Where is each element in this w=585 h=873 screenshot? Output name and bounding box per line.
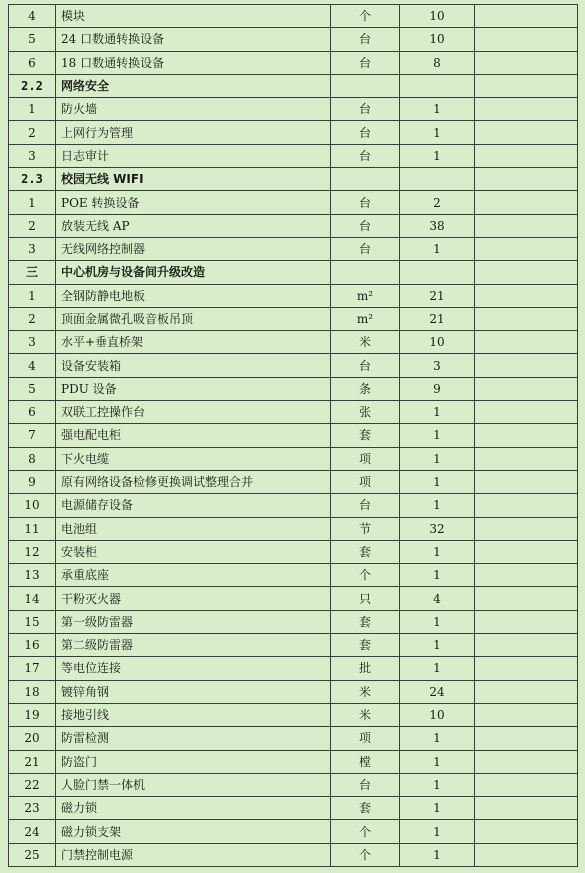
unit-cell: 套 [331,424,400,447]
row-number-cell: 6 [9,51,56,74]
item-name-cell: 电源储存设备 [56,494,331,517]
item-name-cell: 设备安装箱 [56,354,331,377]
item-name-cell: 安装柜 [56,540,331,563]
item-name-cell: 强电配电柜 [56,424,331,447]
remarks-cell [475,98,578,121]
row-number-cell: 2 [9,214,56,237]
item-name-cell: 承重底座 [56,564,331,587]
quantity-cell: 1 [400,727,475,750]
quantity-cell: 1 [400,820,475,843]
table-row [9,587,578,610]
remarks-cell [475,820,578,843]
table-row [9,494,578,517]
unit-cell: 套 [331,540,400,563]
table-row [9,540,578,563]
unit-cell: 台 [331,354,400,377]
section-header-row [9,168,578,191]
row-number-cell: 2 [9,121,56,144]
remarks-cell [475,680,578,703]
item-name-cell: 无线网络控制器 [56,237,331,260]
table-row [9,797,578,820]
unit-cell: 台 [331,494,400,517]
remarks-cell [475,727,578,750]
unit-cell: 个 [331,564,400,587]
unit-cell: 米 [331,331,400,354]
remarks-cell [475,261,578,284]
unit-cell [331,261,400,284]
quantity-cell: 10 [400,703,475,726]
remarks-cell [475,401,578,424]
quantity-cell: 2 [400,191,475,214]
remarks-cell [475,634,578,657]
table-row [9,377,578,400]
row-number-cell: 2 [9,307,56,330]
remarks-cell [475,144,578,167]
row-number-cell: 三 [9,261,56,284]
quantity-cell [400,168,475,191]
row-number-cell: 20 [9,727,56,750]
remarks-cell [475,797,578,820]
row-number-cell: 22 [9,773,56,796]
section-header-row [9,74,578,97]
remarks-cell [475,5,578,28]
quantity-cell: 1 [400,144,475,167]
row-number-cell: 4 [9,5,56,28]
row-number-cell: 3 [9,331,56,354]
unit-cell: 项 [331,727,400,750]
item-name-cell: 磁力锁 [56,797,331,820]
unit-cell: 项 [331,447,400,470]
table-row [9,191,578,214]
remarks-cell [475,610,578,633]
item-name-cell: 接地引线 [56,703,331,726]
quantity-cell: 24 [400,680,475,703]
row-number-cell: 3 [9,144,56,167]
table-row [9,237,578,260]
unit-cell: 个 [331,5,400,28]
equipment-list-table [8,4,578,867]
quantity-cell: 1 [400,797,475,820]
item-name-cell: 等电位连接 [56,657,331,680]
quantity-cell: 1 [400,121,475,144]
table-row [9,820,578,843]
remarks-cell [475,657,578,680]
item-name-cell: POE 转换设备 [56,191,331,214]
remarks-cell [475,28,578,51]
quantity-cell: 1 [400,540,475,563]
unit-cell: 台 [331,773,400,796]
item-name-cell: 防雷检测 [56,727,331,750]
row-number-cell: 1 [9,284,56,307]
unit-cell: 项 [331,470,400,493]
quantity-cell: 4 [400,587,475,610]
remarks-cell [475,564,578,587]
item-name-cell: 中心机房与设备间升级改造 [56,261,331,284]
quantity-cell: 38 [400,214,475,237]
unit-cell: 台 [331,121,400,144]
remarks-cell [475,307,578,330]
quantity-cell: 9 [400,377,475,400]
table-row [9,307,578,330]
item-name-cell: 双联工控操作台 [56,401,331,424]
item-name-cell: PDU 设备 [56,377,331,400]
table-row [9,214,578,237]
table-body [9,5,578,867]
quantity-cell: 1 [400,773,475,796]
row-number-cell: 23 [9,797,56,820]
row-number-cell: 1 [9,191,56,214]
item-name-cell: 全钢防静电地板 [56,284,331,307]
quantity-cell: 10 [400,331,475,354]
table-row [9,144,578,167]
unit-cell: 个 [331,820,400,843]
quantity-cell: 21 [400,284,475,307]
unit-cell: 套 [331,797,400,820]
quantity-cell: 1 [400,237,475,260]
row-number-cell: 24 [9,820,56,843]
unit-cell: 台 [331,28,400,51]
row-number-cell: 7 [9,424,56,447]
row-number-cell: 13 [9,564,56,587]
item-name-cell: 校园无线 WIFI [56,168,331,191]
remarks-cell [475,587,578,610]
unit-cell: 套 [331,634,400,657]
item-name-cell: 模块 [56,5,331,28]
item-name-cell: 门禁控制电源 [56,843,331,866]
section-header-row [9,261,578,284]
remarks-cell [475,214,578,237]
row-number-cell: 21 [9,750,56,773]
remarks-cell [475,447,578,470]
table-row [9,657,578,680]
row-number-cell: 5 [9,377,56,400]
row-number-cell: 6 [9,401,56,424]
remarks-cell [475,284,578,307]
item-name-cell: 顶面金属微孔吸音板吊顶 [56,307,331,330]
quantity-cell: 1 [400,424,475,447]
unit-cell: 米 [331,680,400,703]
item-name-cell: 下火电缆 [56,447,331,470]
item-name-cell: 防盗门 [56,750,331,773]
unit-cell: 只 [331,587,400,610]
row-number-cell: 2.2 [9,74,56,97]
unit-cell: 套 [331,610,400,633]
remarks-cell [475,424,578,447]
remarks-cell [475,237,578,260]
quantity-cell: 1 [400,470,475,493]
quantity-cell: 1 [400,447,475,470]
table-row [9,750,578,773]
remarks-cell [475,354,578,377]
row-number-cell: 16 [9,634,56,657]
row-number-cell: 19 [9,703,56,726]
remarks-cell [475,703,578,726]
row-number-cell: 12 [9,540,56,563]
quantity-cell: 1 [400,494,475,517]
unit-cell: m² [331,307,400,330]
unit-cell: 米 [331,703,400,726]
item-name-cell: 网络安全 [56,74,331,97]
table-row [9,354,578,377]
remarks-cell [475,331,578,354]
quantity-cell [400,74,475,97]
item-name-cell: 18 口数通转换设备 [56,51,331,74]
row-number-cell: 9 [9,470,56,493]
quantity-cell: 1 [400,750,475,773]
row-number-cell: 1 [9,98,56,121]
item-name-cell: 磁力锁支架 [56,820,331,843]
remarks-cell [475,377,578,400]
row-number-cell: 18 [9,680,56,703]
quantity-cell [400,261,475,284]
table-row [9,680,578,703]
unit-cell: 批 [331,657,400,680]
item-name-cell: 防火墙 [56,98,331,121]
quantity-cell: 10 [400,5,475,28]
row-number-cell: 8 [9,447,56,470]
remarks-cell [475,843,578,866]
row-number-cell: 3 [9,237,56,260]
unit-cell: 张 [331,401,400,424]
row-number-cell: 4 [9,354,56,377]
row-number-cell: 17 [9,657,56,680]
unit-cell [331,168,400,191]
remarks-cell [475,168,578,191]
table-row [9,703,578,726]
unit-cell: 台 [331,144,400,167]
remarks-cell [475,517,578,540]
quantity-cell: 1 [400,610,475,633]
item-name-cell: 放装无线 AP [56,214,331,237]
unit-cell: 台 [331,98,400,121]
table-row [9,447,578,470]
table-row [9,331,578,354]
remarks-cell [475,494,578,517]
unit-cell: 樘 [331,750,400,773]
table-row [9,773,578,796]
unit-cell: 台 [331,191,400,214]
row-number-cell: 25 [9,843,56,866]
unit-cell [331,74,400,97]
table-row [9,284,578,307]
table-row [9,51,578,74]
quantity-cell: 21 [400,307,475,330]
remarks-cell [475,121,578,144]
row-number-cell: 15 [9,610,56,633]
table-row [9,470,578,493]
item-name-cell: 日志审计 [56,144,331,167]
remarks-cell [475,51,578,74]
table-row [9,634,578,657]
quantity-cell: 1 [400,634,475,657]
table-row [9,610,578,633]
item-name-cell: 24 口数通转换设备 [56,28,331,51]
item-name-cell: 人脸门禁一体机 [56,773,331,796]
quantity-cell: 1 [400,564,475,587]
row-number-cell: 2.3 [9,168,56,191]
item-name-cell: 电池组 [56,517,331,540]
unit-cell: 条 [331,377,400,400]
remarks-cell [475,773,578,796]
quantity-cell: 1 [400,657,475,680]
quantity-cell: 3 [400,354,475,377]
table-row [9,28,578,51]
remarks-cell [475,540,578,563]
table-row [9,843,578,866]
item-name-cell: 干粉灭火器 [56,587,331,610]
unit-cell: 台 [331,214,400,237]
table-row [9,727,578,750]
item-name-cell: 水平+垂直桥架 [56,331,331,354]
table-row [9,121,578,144]
quantity-cell: 1 [400,843,475,866]
quantity-cell: 1 [400,401,475,424]
quantity-cell: 1 [400,98,475,121]
item-name-cell: 第一级防雷器 [56,610,331,633]
table-row [9,5,578,28]
row-number-cell: 11 [9,517,56,540]
item-name-cell: 镀锌角钢 [56,680,331,703]
quantity-cell: 10 [400,28,475,51]
item-name-cell: 第二级防雷器 [56,634,331,657]
table-row [9,98,578,121]
table-row [9,564,578,587]
row-number-cell: 14 [9,587,56,610]
quantity-cell: 32 [400,517,475,540]
unit-cell: 台 [331,237,400,260]
remarks-cell [475,74,578,97]
table-row [9,424,578,447]
table-row [9,517,578,540]
table-row [9,401,578,424]
row-number-cell: 5 [9,28,56,51]
unit-cell: 节 [331,517,400,540]
quantity-cell: 8 [400,51,475,74]
item-name-cell: 原有网络设备检修更换调试整理合并 [56,470,331,493]
item-name-cell: 上网行为管理 [56,121,331,144]
unit-cell: m² [331,284,400,307]
remarks-cell [475,470,578,493]
unit-cell: 台 [331,51,400,74]
row-number-cell: 10 [9,494,56,517]
unit-cell: 个 [331,843,400,866]
remarks-cell [475,750,578,773]
remarks-cell [475,191,578,214]
